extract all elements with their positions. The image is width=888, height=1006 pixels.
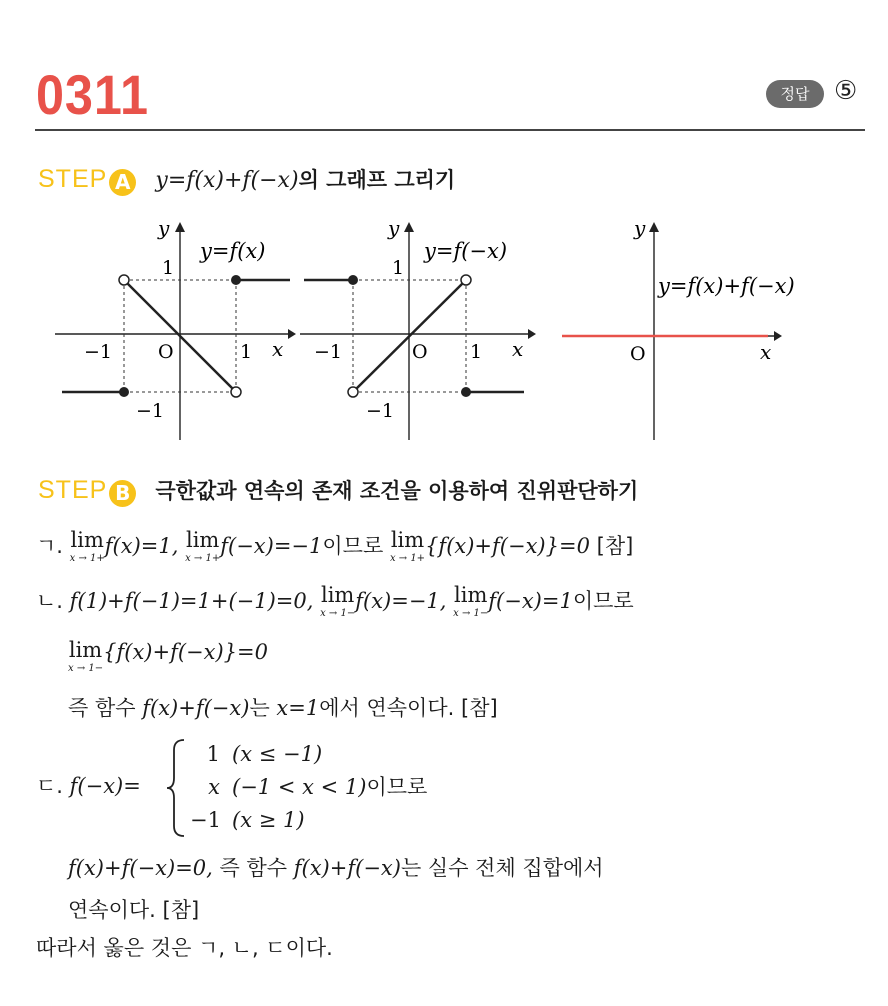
graph-label: y=f(x)+f(−x) [658, 274, 795, 298]
x-axis-label: x [272, 337, 284, 361]
graph-label: y=f(x) [200, 239, 266, 263]
y-axis-label: y [388, 216, 400, 240]
math-expr: f(−x)= [69, 774, 141, 798]
limit-symbol: lim x → 1− [68, 638, 104, 674]
origin-label: O [158, 341, 174, 363]
answer-value: ⑤ [834, 76, 858, 106]
case-row: x (−1 < x < 1)이므로 [208, 775, 428, 799]
open-point [348, 387, 358, 397]
case-row: 1 (x ≤ −1) [206, 742, 323, 766]
graph-sum [556, 210, 866, 450]
item-d [36, 770, 141, 800]
math-expr: f(x)+f(−x) [293, 856, 401, 880]
x-axis-label: x [760, 340, 772, 364]
item-g [36, 530, 633, 564]
text: 연속이다. [68, 898, 156, 922]
text: 에서 연속이다. [319, 696, 455, 720]
graph-label: y=f(−x) [424, 239, 508, 263]
item-n-conclusion [68, 692, 498, 722]
problem-number: 0311 [36, 63, 149, 126]
piecewise-cases [190, 738, 427, 837]
text: 는 [249, 696, 270, 720]
step-b-title: 극한값과 연속의 존재 조건을 이용하여 진위판단하기 [155, 479, 639, 503]
limit-symbol: lim x → 1− [320, 583, 356, 619]
closed-point [461, 387, 471, 397]
conclusion: 따라서 옳은 것은 ㄱ, ㄴ, ㄷ이다. [36, 936, 333, 960]
y-axis-arrow [404, 222, 414, 232]
step-a-heading [38, 164, 455, 196]
open-point [231, 387, 241, 397]
closed-point [119, 387, 129, 397]
math-expr: f(1)+f(−1)=1+(−1)=0, [69, 589, 314, 613]
math-expr: f(x)+f(−x)=0, [68, 856, 213, 880]
math-expr: {f(x)+f(−x)}=0 [103, 640, 268, 664]
step-letter-badge: B [109, 480, 136, 507]
verdict-tag: [참] [162, 898, 200, 922]
verdict-tag: [참] [461, 696, 498, 720]
x-tick-neg-1: −1 [314, 341, 343, 363]
brace-symbol [166, 738, 188, 838]
step-a-title: 의 그래프 그리기 [298, 168, 456, 192]
step-a-title-math: y=f(x)+f(−x) [155, 168, 299, 193]
text: 이므로 [322, 534, 384, 558]
x-axis-arrow [774, 331, 782, 341]
limit-symbol: lim x → 1+ [69, 528, 105, 564]
x-tick-neg-1: −1 [84, 341, 113, 363]
x-tick-1: 1 [470, 341, 483, 363]
x-axis-label: x [512, 337, 524, 361]
math-expr: f(x)+f(−x) [142, 696, 250, 720]
open-point [119, 275, 129, 285]
closed-point [348, 275, 358, 285]
y-tick-1: 1 [162, 257, 175, 279]
x-tick-1: 1 [240, 341, 253, 363]
math-expr: {f(x)+f(−x)}=0 [425, 534, 590, 558]
y-tick-neg-1: −1 [136, 400, 165, 422]
text: 는 실수 전체 집합에서 [400, 856, 604, 880]
y-axis-arrow [175, 222, 185, 232]
graph-f-neg-x [290, 210, 550, 450]
origin-label: O [630, 343, 646, 365]
closed-point [231, 275, 241, 285]
math-expr: f(−x)=−1 [220, 534, 323, 558]
item-d-conclusion [68, 894, 199, 924]
graph-f-x [40, 210, 300, 450]
y-axis-label: y [634, 216, 646, 240]
limit-symbol: lim x → 1− [453, 583, 489, 619]
y-axis-label: y [158, 216, 170, 240]
item-marker: ㄷ. [36, 774, 63, 798]
text: 이므로 [572, 589, 634, 613]
text: 즉 함수 [219, 856, 288, 880]
item-d-cont [68, 852, 604, 882]
limit-symbol: lim x → 1+ [185, 528, 221, 564]
y-axis-arrow [649, 222, 659, 232]
y-tick-1: 1 [392, 257, 405, 279]
step-label: STEP [38, 476, 108, 504]
step-b-heading [38, 475, 638, 507]
step-label: STEP [38, 165, 108, 193]
item-n [36, 585, 634, 619]
step-letter-badge: A [109, 169, 136, 196]
item-marker: ㄱ. [36, 534, 63, 558]
y-tick-neg-1: −1 [366, 400, 395, 422]
math-expr: f(x)=−1, [355, 589, 447, 613]
case-row: −1 (x ≥ 1) [190, 808, 305, 832]
limit-symbol: lim x → 1+ [389, 528, 426, 564]
math-expr: x=1 [276, 696, 320, 720]
math-expr: f(x)=1, [104, 534, 179, 558]
origin-label: O [412, 341, 428, 363]
item-n-cont [68, 640, 268, 674]
x-axis-arrow [528, 329, 536, 339]
text: 즉 함수 [68, 696, 136, 720]
item-marker: ㄴ. [36, 589, 63, 613]
answer-badge: 정답 [766, 80, 824, 108]
verdict-tag: [참] [596, 534, 634, 558]
header-divider [35, 129, 865, 131]
math-expr: f(−x)=1 [488, 589, 573, 613]
open-point [461, 275, 471, 285]
